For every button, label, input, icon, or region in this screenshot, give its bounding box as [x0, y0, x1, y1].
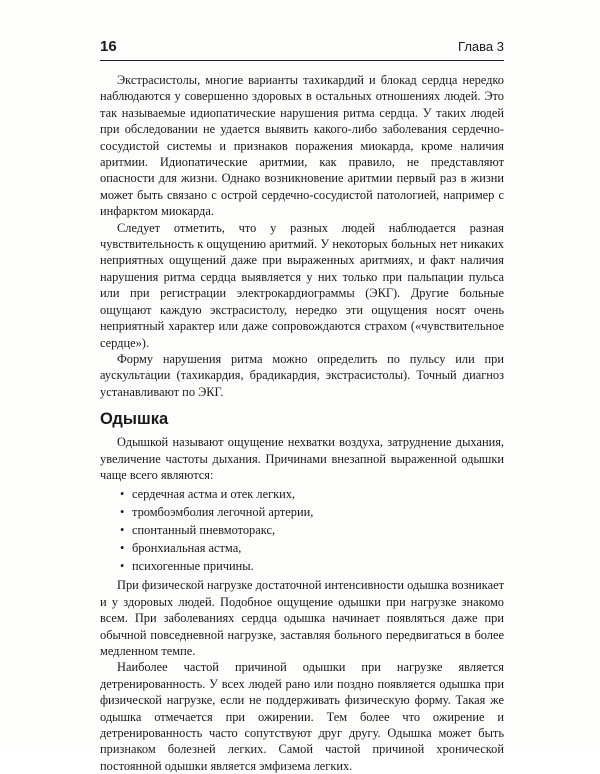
paragraph-rhythm-diagnosis: Форму нарушения ритма можно определить по пульсу или при аускультации (тахикардия, брадикардия, экстрасистолы). Точный диагноз устанавливают по ЭКГ. [100, 351, 504, 399]
list-item [100, 557, 504, 575]
bullet-icon: • [120, 523, 125, 538]
bullet-icon: • [120, 505, 125, 520]
causes-list [100, 485, 504, 575]
paragraph-detraining: Наиболее частой причиной одышки при нагрузке является детренированность. У всех людей рано или поздно появляется одышка при физической нагрузке, если не поддерживать физическую форму. Такая же одышка отмечается при ожирении. Тем более что ожирение и детренированность часто сопутствуют друг другу. Одышка может быть признаком болезней легких. Самой частой причиной хронической постоянной одышки является эмфизема легких. [100, 660, 504, 773]
paragraph-arrhythmia-sensitivity: Следует отметить, что у разных людей наблюдается разная чувствительность к ощущению аритмий. У некоторых больных нет никаких неприятных ощущений даже при выраженных аритмиях, и факт наличия нарушения ритма сердца выявляется у них только при пальпации пульса или при регистрации электрокардиограммы (ЭКГ). Другие больные ощущают каждую экстрасистолу, нередко эти ощущения носят очень неприятный характер или даже сопровождаются страхом («чувствительное сердце»). [100, 220, 504, 350]
section-heading-dyspnea: Одышка [100, 410, 169, 429]
header-rule [100, 60, 504, 61]
list-item-text: психогенные причины. [132, 559, 254, 574]
page-content [100, 72, 504, 774]
chapter-title: Глава 3 [458, 39, 504, 54]
page-number: 16 [100, 38, 117, 55]
list-item [100, 539, 504, 557]
list-item-text: тромбоэмболия легочной артерии, [132, 505, 314, 520]
paragraph-exercise-dyspnea: При физической нагрузке достаточной интенсивности одышка возникает и у здоровых людей. Подобное ощущение одышки при нагрузке знакомо всем. При заболеваниях сердца одышка начинает появляться даже при обычной повседневной нагрузке, заставляя больного передвигаться в более медленном темпе. [100, 578, 504, 658]
bullet-icon: • [120, 541, 125, 556]
list-item [100, 503, 504, 521]
list-item [100, 485, 504, 503]
list-item-text: сердечная астма и отек легких, [132, 487, 296, 502]
page-header [100, 38, 504, 58]
list-item [100, 521, 504, 539]
paragraph-idiopathic-arrhythmias: Экстрасистолы, многие варианты тахикардий и блокад сердца нередко наблюдаются у совершенно здоровых в остальных отношениях людей. Это так называемые идиопатические нарушения ритма сердца. У таких людей при обследовании не удается выявить какого-либо заболевания сердечно-сосудистой системы и признаков поражения миокарда, кроме наличия аритмии. Идиопатические аритмии, как правило, не представляют опасности для жизни. Однако возникновение аритмии первый раз в жизни может быть связано с острой сердечно-сосудистой патологией, например с инфарктом миокарда. [100, 73, 504, 219]
bullet-icon: • [120, 487, 125, 502]
list-item-text: спонтанный пневмоторакс, [132, 523, 276, 538]
list-item-text: бронхиальная астма, [132, 541, 242, 556]
paragraph-dyspnea-definition: Одышкой называют ощущение нехватки воздуха, затруднение дыхания, увеличение частоты дыхания. Причинами внезапной выраженной одышки чаще всего являются: [100, 435, 504, 482]
bullet-icon: • [120, 559, 125, 574]
